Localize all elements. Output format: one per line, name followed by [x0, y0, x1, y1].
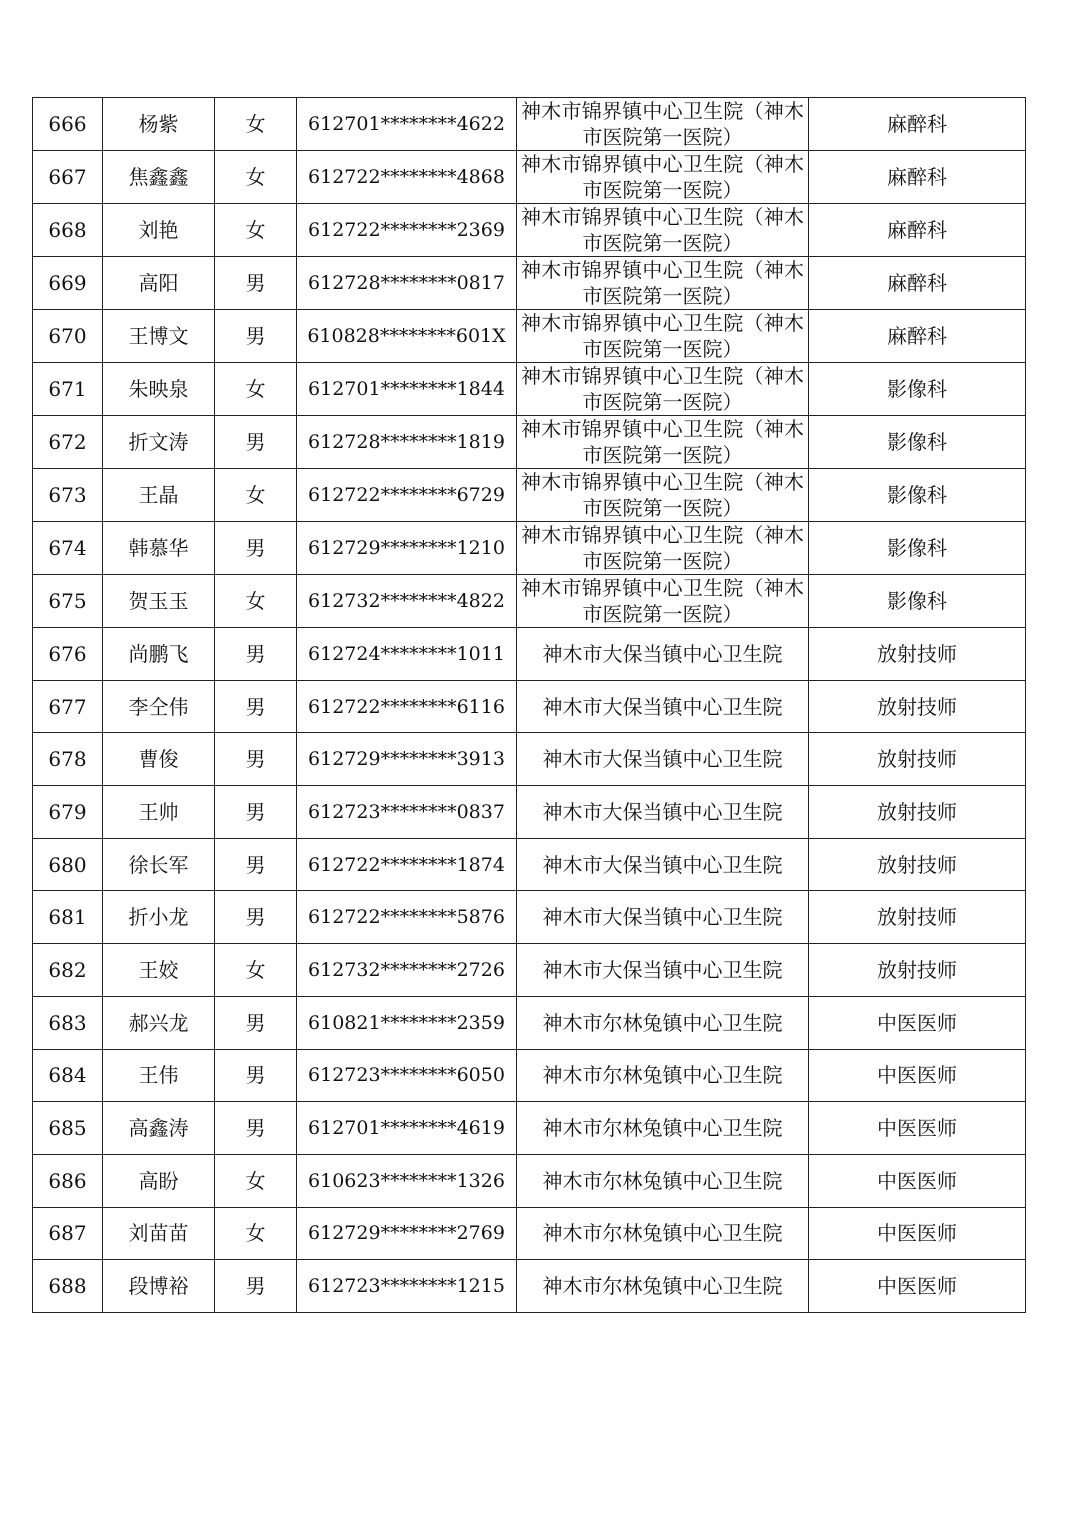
department-cell: 中医医师	[809, 1260, 1026, 1313]
gender-cell: 女	[215, 204, 297, 257]
unit-cell: 神木市锦界镇中心卫生院（神木市医院第一医院）	[517, 98, 809, 151]
row-number-cell: 673	[33, 469, 103, 522]
row-number-cell: 670	[33, 310, 103, 363]
name-cell: 李仝伟	[103, 680, 215, 733]
row-number-cell: 666	[33, 98, 103, 151]
unit-cell: 神木市锦界镇中心卫生院（神木市医院第一医院）	[517, 310, 809, 363]
department-cell: 放射技师	[809, 838, 1026, 891]
department-cell: 中医医师	[809, 996, 1026, 1049]
id-number-cell: 612728********1819	[297, 416, 517, 469]
name-cell: 刘苗苗	[103, 1207, 215, 1260]
name-cell: 刘艳	[103, 204, 215, 257]
table-row	[33, 1260, 1026, 1313]
id-number-cell: 612722********6116	[297, 680, 517, 733]
department-cell: 影像科	[809, 416, 1026, 469]
table-row	[33, 310, 1026, 363]
name-cell: 焦鑫鑫	[103, 151, 215, 204]
unit-cell: 神木市大保当镇中心卫生院	[517, 680, 809, 733]
row-number-cell: 686	[33, 1154, 103, 1207]
department-cell: 放射技师	[809, 944, 1026, 997]
table-row	[33, 733, 1026, 786]
name-cell: 朱映泉	[103, 363, 215, 416]
name-cell: 韩慕华	[103, 522, 215, 575]
department-cell: 中医医师	[809, 1102, 1026, 1155]
unit-cell: 神木市锦界镇中心卫生院（神木市医院第一医院）	[517, 469, 809, 522]
row-number-cell: 668	[33, 204, 103, 257]
row-number-cell: 676	[33, 628, 103, 681]
unit-cell: 神木市尔林兔镇中心卫生院	[517, 1154, 809, 1207]
name-cell: 王伟	[103, 1049, 215, 1102]
name-cell: 王晶	[103, 469, 215, 522]
gender-cell: 男	[215, 257, 297, 310]
department-cell: 中医医师	[809, 1207, 1026, 1260]
name-cell: 段博裕	[103, 1260, 215, 1313]
gender-cell: 男	[215, 1102, 297, 1155]
gender-cell: 男	[215, 733, 297, 786]
name-cell: 郝兴龙	[103, 996, 215, 1049]
row-number-cell: 683	[33, 996, 103, 1049]
table-row	[33, 1049, 1026, 1102]
gender-cell: 男	[215, 891, 297, 944]
unit-cell: 神木市锦界镇中心卫生院（神木市医院第一医院）	[517, 151, 809, 204]
table-row	[33, 522, 1026, 575]
unit-cell: 神木市锦界镇中心卫生院（神木市医院第一医院）	[517, 575, 809, 628]
id-number-cell: 612722********2369	[297, 204, 517, 257]
department-cell: 放射技师	[809, 786, 1026, 839]
row-number-cell: 671	[33, 363, 103, 416]
gender-cell: 女	[215, 575, 297, 628]
row-number-cell: 672	[33, 416, 103, 469]
unit-cell: 神木市锦界镇中心卫生院（神木市医院第一医院）	[517, 416, 809, 469]
row-number-cell: 681	[33, 891, 103, 944]
gender-cell: 男	[215, 1260, 297, 1313]
id-number-cell: 612723********6050	[297, 1049, 517, 1102]
table-row	[33, 469, 1026, 522]
department-cell: 影像科	[809, 575, 1026, 628]
gender-cell: 男	[215, 996, 297, 1049]
unit-cell: 神木市大保当镇中心卫生院	[517, 628, 809, 681]
gender-cell: 男	[215, 1049, 297, 1102]
department-cell: 放射技师	[809, 628, 1026, 681]
name-cell: 折文涛	[103, 416, 215, 469]
unit-cell: 神木市锦界镇中心卫生院（神木市医院第一医院）	[517, 257, 809, 310]
table-row	[33, 151, 1026, 204]
id-number-cell: 612728********0817	[297, 257, 517, 310]
unit-cell: 神木市大保当镇中心卫生院	[517, 786, 809, 839]
gender-cell: 女	[215, 363, 297, 416]
department-cell: 麻醉科	[809, 204, 1026, 257]
row-number-cell: 669	[33, 257, 103, 310]
department-cell: 麻醉科	[809, 98, 1026, 151]
unit-cell: 神木市尔林兔镇中心卫生院	[517, 1260, 809, 1313]
table-row	[33, 891, 1026, 944]
id-number-cell: 612723********1215	[297, 1260, 517, 1313]
department-cell: 影像科	[809, 522, 1026, 575]
department-cell: 放射技师	[809, 733, 1026, 786]
row-number-cell: 688	[33, 1260, 103, 1313]
department-cell: 麻醉科	[809, 151, 1026, 204]
unit-cell: 神木市尔林兔镇中心卫生院	[517, 1207, 809, 1260]
unit-cell: 神木市大保当镇中心卫生院	[517, 944, 809, 997]
id-number-cell: 612732********2726	[297, 944, 517, 997]
gender-cell: 女	[215, 98, 297, 151]
gender-cell: 男	[215, 838, 297, 891]
name-cell: 高阳	[103, 257, 215, 310]
row-number-cell: 675	[33, 575, 103, 628]
table-row	[33, 98, 1026, 151]
id-number-cell: 612729********1210	[297, 522, 517, 575]
row-number-cell: 682	[33, 944, 103, 997]
gender-cell: 女	[215, 1207, 297, 1260]
row-number-cell: 685	[33, 1102, 103, 1155]
row-number-cell: 678	[33, 733, 103, 786]
department-cell: 麻醉科	[809, 257, 1026, 310]
table-row	[33, 838, 1026, 891]
name-cell: 王姣	[103, 944, 215, 997]
gender-cell: 男	[215, 416, 297, 469]
gender-cell: 女	[215, 469, 297, 522]
department-cell: 影像科	[809, 469, 1026, 522]
id-number-cell: 612729********2769	[297, 1207, 517, 1260]
gender-cell: 男	[215, 786, 297, 839]
row-number-cell: 667	[33, 151, 103, 204]
gender-cell: 男	[215, 310, 297, 363]
name-cell: 杨紫	[103, 98, 215, 151]
id-number-cell: 612732********4822	[297, 575, 517, 628]
name-cell: 王帅	[103, 786, 215, 839]
gender-cell: 女	[215, 151, 297, 204]
id-number-cell: 612722********4868	[297, 151, 517, 204]
table-row	[33, 416, 1026, 469]
table-row	[33, 363, 1026, 416]
name-cell: 徐长军	[103, 838, 215, 891]
row-number-cell: 680	[33, 838, 103, 891]
table-row	[33, 257, 1026, 310]
id-number-cell: 612729********3913	[297, 733, 517, 786]
row-number-cell: 679	[33, 786, 103, 839]
row-number-cell: 677	[33, 680, 103, 733]
name-cell: 高盼	[103, 1154, 215, 1207]
unit-cell: 神木市锦界镇中心卫生院（神木市医院第一医院）	[517, 522, 809, 575]
table-row	[33, 996, 1026, 1049]
department-cell: 放射技师	[809, 891, 1026, 944]
id-number-cell: 612722********5876	[297, 891, 517, 944]
name-cell: 曹俊	[103, 733, 215, 786]
id-number-cell: 612701********1844	[297, 363, 517, 416]
table-row	[33, 680, 1026, 733]
id-number-cell: 612701********4619	[297, 1102, 517, 1155]
gender-cell: 男	[215, 680, 297, 733]
table-row	[33, 628, 1026, 681]
name-cell: 折小龙	[103, 891, 215, 944]
id-number-cell: 612723********0837	[297, 786, 517, 839]
department-cell: 影像科	[809, 363, 1026, 416]
name-cell: 尚鹏飞	[103, 628, 215, 681]
unit-cell: 神木市尔林兔镇中心卫生院	[517, 1102, 809, 1155]
department-cell: 中医医师	[809, 1154, 1026, 1207]
id-number-cell: 612722********6729	[297, 469, 517, 522]
table-row	[33, 1102, 1026, 1155]
unit-cell: 神木市锦界镇中心卫生院（神木市医院第一医院）	[517, 204, 809, 257]
gender-cell: 女	[215, 1154, 297, 1207]
id-number-cell: 612701********4622	[297, 98, 517, 151]
table-row	[33, 944, 1026, 997]
id-number-cell: 610821********2359	[297, 996, 517, 1049]
table-row	[33, 786, 1026, 839]
unit-cell: 神木市锦界镇中心卫生院（神木市医院第一医院）	[517, 363, 809, 416]
table-row	[33, 1154, 1026, 1207]
row-number-cell: 674	[33, 522, 103, 575]
gender-cell: 男	[215, 522, 297, 575]
id-number-cell: 612722********1874	[297, 838, 517, 891]
table-body	[33, 98, 1026, 1313]
gender-cell: 男	[215, 628, 297, 681]
id-number-cell: 610828********601X	[297, 310, 517, 363]
name-cell: 王博文	[103, 310, 215, 363]
unit-cell: 神木市大保当镇中心卫生院	[517, 733, 809, 786]
unit-cell: 神木市尔林兔镇中心卫生院	[517, 1049, 809, 1102]
table-row	[33, 204, 1026, 257]
row-number-cell: 687	[33, 1207, 103, 1260]
department-cell: 放射技师	[809, 680, 1026, 733]
unit-cell: 神木市大保当镇中心卫生院	[517, 891, 809, 944]
department-cell: 中医医师	[809, 1049, 1026, 1102]
table-row	[33, 1207, 1026, 1260]
department-cell: 麻醉科	[809, 310, 1026, 363]
unit-cell: 神木市大保当镇中心卫生院	[517, 838, 809, 891]
name-cell: 高鑫涛	[103, 1102, 215, 1155]
name-cell: 贺玉玉	[103, 575, 215, 628]
gender-cell: 女	[215, 944, 297, 997]
id-number-cell: 612724********1011	[297, 628, 517, 681]
unit-cell: 神木市尔林兔镇中心卫生院	[517, 996, 809, 1049]
id-number-cell: 610623********1326	[297, 1154, 517, 1207]
table-row	[33, 575, 1026, 628]
row-number-cell: 684	[33, 1049, 103, 1102]
roster-table	[32, 97, 1026, 1313]
